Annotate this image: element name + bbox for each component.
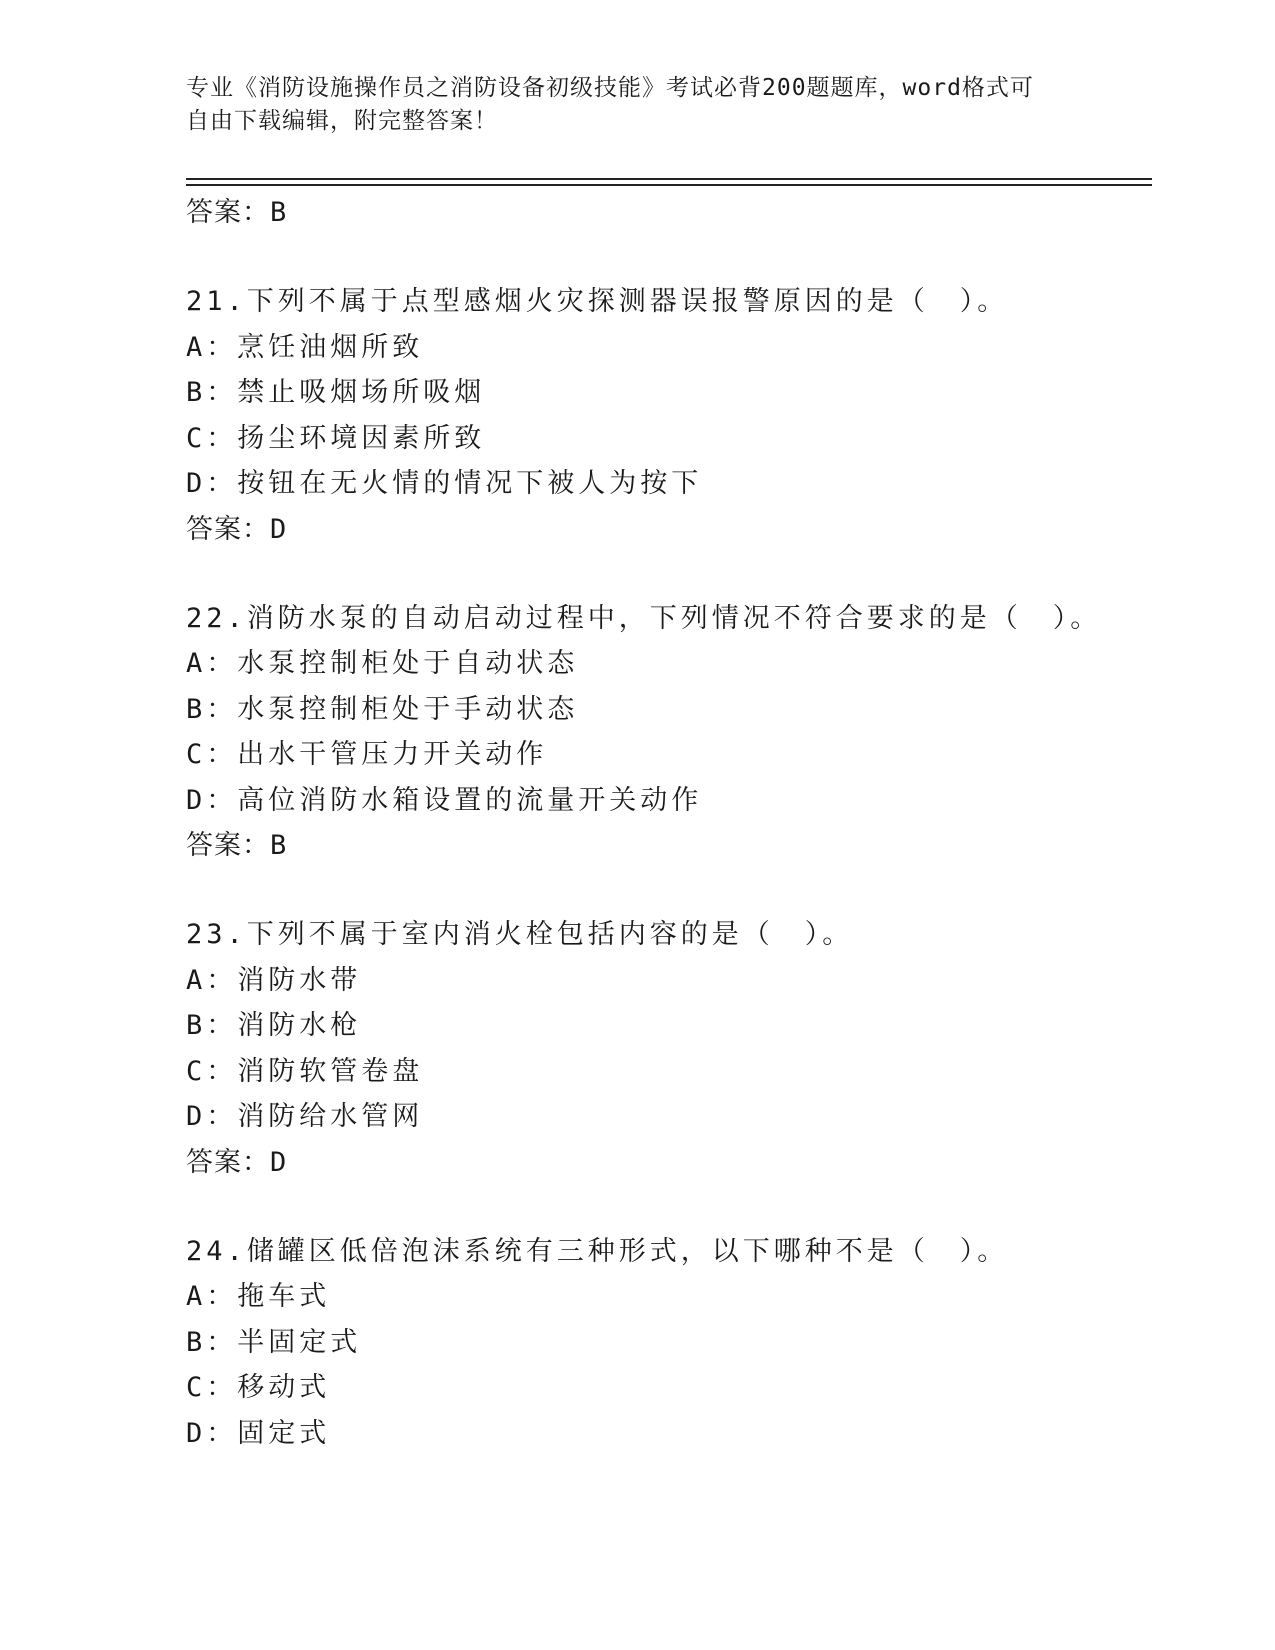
option-d: D：高位消防水箱设置的流量开关动作	[186, 784, 703, 816]
question-22	[186, 596, 1152, 869]
answer: 答案：B	[186, 830, 288, 861]
answer: 答案：D	[186, 513, 288, 545]
question-21	[186, 279, 1152, 552]
option-b: B：禁止吸烟场所吸烟	[186, 377, 486, 408]
option-c: C：移动式	[186, 1372, 331, 1403]
option-b: B：半固定式	[186, 1326, 362, 1358]
question-title: 22.消防水泵的自动启动过程中，下列情况不符合要求的是（ ）。	[186, 602, 1102, 634]
previous-answer: 答案：B	[186, 197, 288, 228]
header-line-2: 自由下载编辑，附完整答案！	[186, 108, 498, 134]
option-a: A：拖车式	[186, 1281, 331, 1312]
header-divider-top	[186, 178, 1152, 180]
document-header	[186, 72, 1066, 138]
option-c: C：出水干管压力开关动作	[186, 739, 548, 770]
option-a: A：烹饪油烟所致	[186, 331, 424, 363]
option-c: C：扬尘环境因素所致	[186, 422, 486, 454]
option-d: D：固定式	[186, 1417, 331, 1449]
option-c: C：消防软管卷盘	[186, 1055, 424, 1087]
option-d: D：按钮在无火情的情况下被人为按下	[186, 468, 703, 499]
option-d: D：消防给水管网	[186, 1101, 424, 1132]
question-23	[186, 912, 1152, 1185]
question-title: 24.储罐区低倍泡沫系统有三种形式，以下哪种不是（ ）。	[186, 1235, 1009, 1267]
answer: 答案：D	[186, 1146, 288, 1178]
question-list	[186, 190, 1152, 1456]
option-a: A：消防水带	[186, 964, 362, 996]
option-a: A：水泵控制柜处于自动状态	[186, 648, 579, 679]
question-title: 21.下列不属于点型感烟火灾探测器误报警原因的是（ ）。	[186, 286, 1009, 317]
option-b: B：消防水枪	[186, 1010, 362, 1041]
header-line-1: 专业《消防设施操作员之消防设备初级技能》考试必背200题题库，word格式可	[186, 75, 1034, 101]
option-b: B：水泵控制柜处于手动状态	[186, 693, 579, 725]
question-24	[186, 1229, 1152, 1457]
header-divider-bottom	[186, 184, 1152, 186]
question-title: 23.下列不属于室内消火栓包括内容的是（ ）。	[186, 919, 854, 950]
